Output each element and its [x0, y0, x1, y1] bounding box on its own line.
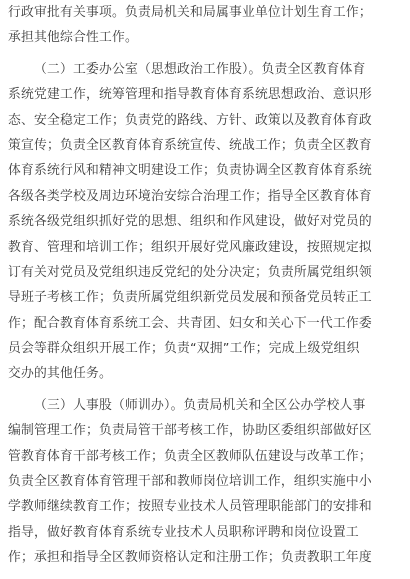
section-work-committee-office [8, 57, 402, 387]
text-line: 管教育体育干部考核工作；负责全区教师队伍建设与改革工作； [8, 448, 372, 464]
text-line: 学教师继续教育工作；按照专业技术人员管理职能部门的安排和 [8, 499, 372, 515]
text-line: 负责全区教育体育管理干部和教师岗位培训工作，组织实施中小 [8, 474, 372, 490]
text-line: 订有关对党员及党组织违反党纪的处分决定；负责所属党组织领 [8, 264, 372, 280]
text-line: 系统各级党组织抓好党的思想、组织和作风建设，做好对党员的 [8, 214, 372, 230]
text-line: 承担其他综合性工作。 [8, 30, 138, 46]
text-line: 体育系统行风和精神文明建设工作；负责协调全区教育体育系统 [8, 163, 372, 179]
text-line: 教育、管理和培训工作；组织开展好党风廉政建设，按照规定拟 [8, 239, 372, 255]
text-line: 员会等群众组织开展工作；负责“双拥”工作；完成上级党组织 [8, 341, 360, 357]
text-line: 指导，做好教育体育系统专业技术人员职称评聘和岗位设置工 [8, 524, 359, 540]
section-heading-line: （二）工委办公室（思想政治工作股）。负责全区教育体育 [34, 61, 366, 77]
text-line: 各级各类学校及周边环境治安综合治理工作；指导全区教育体育 [8, 188, 372, 204]
text-line: 作；配合教育体育系统工会、共青团、妇女和关心下一代工作委 [8, 315, 372, 331]
text-line: 导班子考核工作；负责所属党组织新党员发展和预备党员转正工 [8, 290, 372, 306]
text-line: 行政审批有关事项。负责局机关和局属事业单位计划生育工作； [8, 5, 372, 20]
text-line: 作；承担和指导全区教师资格认定和注册工作；负责教职工年度 [8, 550, 372, 566]
text-line: 交办的其他任务。 [8, 366, 112, 382]
section-personnel [8, 393, 402, 571]
continuation-paragraph [8, 0, 402, 51]
text-line: 策宣传；负责全区教育体育系统宣传、统战工作；负责全区教育 [8, 137, 372, 153]
text-line: 编制管理工作；负责局管干部考核工作，协助区委组织部做好区 [8, 423, 372, 439]
text-line: 态、安全稳定工作；负责党的路线、方针、政策以及教育体育政 [8, 112, 372, 128]
text-line: 系统党建工作，统筹管理和指导教育体育系统思想政治、意识形 [8, 87, 372, 103]
section-heading-line: （三）人事股（师训办）。负责局机关和全区公办学校人事 [34, 397, 366, 413]
